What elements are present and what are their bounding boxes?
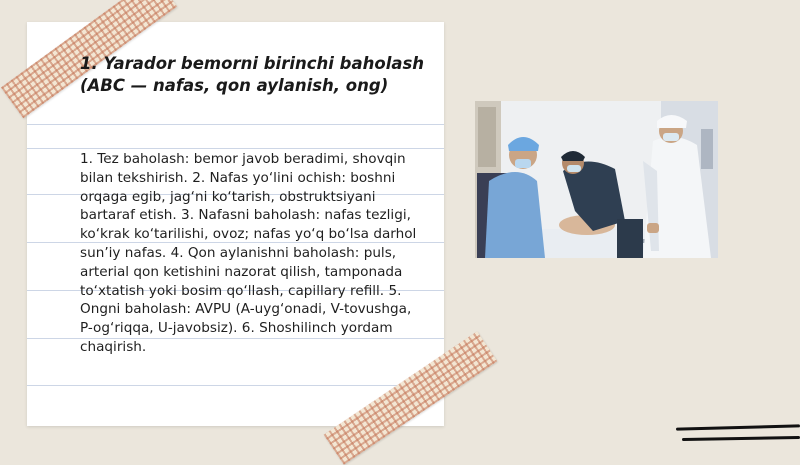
slide-title: 1. Yarador bemorni birinchi baholash (ABC — nafas, qon aylanish, ong): [80, 54, 425, 95]
paper-rule: [27, 124, 444, 125]
paper-rule: [27, 385, 444, 386]
decorative-stroke: [682, 436, 800, 441]
paper-rule: [27, 148, 444, 149]
medical-team-photo: [475, 101, 718, 258]
slide-body-text: 1. Tez baholash: bemor javob beradimi, shovqin bilan tekshirish. 2. Nafas yo‘lini ochish: boshni orqaga egib, jag‘ni ko‘tarish, obstruktsiyani bartaraf etish. 3. Nafasni baholash: nafas tezligi, ko‘krak ko‘tarilishi, ovoz; nafas yo‘q bo‘lsa darhol sun’iy nafas. 4. Qon aylanishni baholash: puls, arterial qon ketishini nazorat qilish, tamponada to‘xtatish yoki bosim qo‘llash, capillary refill. 5. Ongni baholash: AVPU (A-uyg‘onadi, V-tovushga, P-og‘riqqa, U-javobsiz). 6. Shoshilinch yordam chaqirish.: [80, 151, 417, 355]
decorative-stroke: [676, 424, 800, 430]
